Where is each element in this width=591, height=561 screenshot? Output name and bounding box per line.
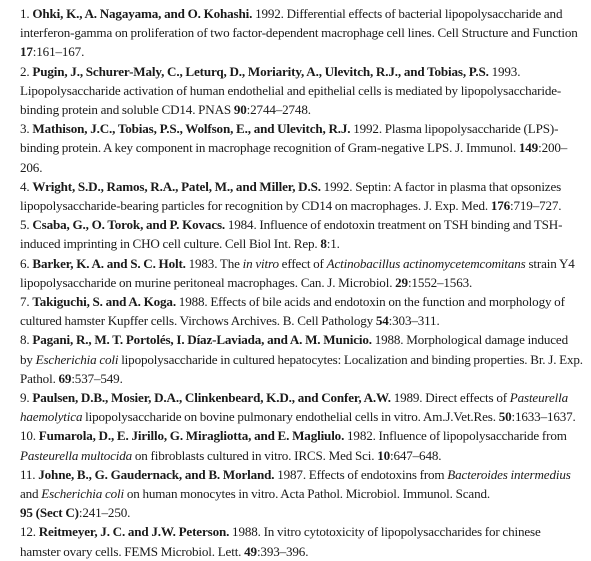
ref-pages: :2744–2748.: [246, 102, 311, 118]
reference-item: [20, 4, 583, 62]
ref-pages: :1.: [326, 236, 340, 252]
ref-text: 1987. Effects of endotoxins from: [274, 466, 448, 482]
ref-volume: 176: [490, 198, 511, 214]
ref-authors: Fumarola, D., E. Jirillo, G. Miragliotta, and E. Magliulo.: [38, 428, 345, 444]
ref-text: 1992. Differential effects of bacterial lipopolysaccharide and interferon-gamma on proliferation of two factor-dependent macrophage cell lines. Cell Structure and Function: [20, 6, 578, 41]
ref-text: 1992. Plasma lipopolysaccharide (LPS)-binding protein. A key component in macrophage recognition of Gram-negative LPS. J. Immunol.: [20, 121, 559, 156]
ref-volume: 95 (Sect C): [20, 505, 79, 521]
ref-volume: 17: [20, 44, 33, 60]
ref-text: lipopolysaccharide in cultured hepatocytes: Localization and binding properties. Br. J. Exp. Pathol.: [20, 351, 583, 386]
reference-item: [20, 62, 583, 120]
ref-text: 1988. Effects of bile acids and endotoxin on the function and morphology of cultured hamster Kupffer cells. Virchows Archives. B. Cell Pathology: [20, 294, 565, 329]
ref-text: lipopolysaccharide on bovine pulmonary endothelial cells in vitro. Am.J.Vet.Res.: [82, 409, 499, 425]
ref-authors: Pugin, J., Schurer-Maly, C., Leturq, D., Moriarity, A., Ulevitch, R.J., and Tobias, P.S.: [32, 63, 489, 79]
ref-text: 1984. Influence of endotoxin treatment on TSH binding and TSH-induced imprinting in CHO cell culture. Cell Biol Int. Rep.: [20, 217, 563, 252]
ref-pages: :303–311.: [388, 313, 440, 329]
ref-number: 5.: [20, 217, 30, 233]
ref-volume: 8: [320, 236, 327, 252]
ref-authors: Barker, K. A. and S. C. Holt.: [32, 255, 186, 271]
ref-volume: 69: [58, 370, 72, 386]
ref-text: effect of: [278, 255, 327, 271]
reference-item: [20, 292, 583, 330]
ref-authors: Paulsen, D.B., Mosier, D.A., Clinkenbeard, K.D., and Confer, A.W.: [32, 390, 391, 406]
ref-pages: :161–167.: [32, 44, 85, 60]
ref-number: 4.: [20, 178, 30, 194]
ref-number: 1.: [20, 6, 30, 21]
ref-number: 3.: [20, 121, 30, 137]
ref-text: and: [20, 486, 42, 502]
ref-authors: Ohki, K., A. Nagayama, and O. Kohashi.: [32, 6, 253, 21]
reference-item: [20, 522, 583, 560]
ref-species-name: Escherichia coli: [35, 351, 119, 367]
ref-volume: 149: [518, 140, 539, 156]
ref-species-name: Escherichia coli: [41, 486, 125, 502]
ref-pages: :241–250.: [78, 505, 131, 521]
ref-species-name: Pasteurella multocida: [20, 447, 133, 463]
ref-authors: Takiguchi, S. and A. Koga.: [32, 294, 176, 310]
ref-authors: Reitmeyer, J. C. and J.W. Peterson.: [38, 524, 230, 540]
ref-number: 8.: [20, 332, 30, 348]
ref-authors: Csaba, G., O. Torok, and P. Kovacs.: [32, 217, 226, 233]
ref-pages: :719–727.: [510, 198, 562, 214]
ref-volume: 54: [375, 313, 389, 329]
ref-number: 6.: [20, 255, 30, 271]
ref-text: 1983. The: [185, 255, 243, 271]
ref-volume: 50: [498, 409, 512, 425]
ref-text: 1988. In vitro cytotoxicity of lipopolysaccharides for chinese hamster ovary cells. FEMS Microbiol. Lett.: [20, 524, 541, 559]
ref-pages: :200–206.: [20, 140, 568, 175]
reference-item: [20, 330, 583, 388]
ref-pages: :1633–1637.: [511, 409, 576, 425]
ref-volume: 29: [395, 274, 408, 290]
ref-authors: Wright, S.D., Ramos, R.A., Patel, M., and Miller, D.S.: [32, 178, 321, 194]
ref-italic-term: in vitro: [242, 255, 279, 271]
reference-item: [20, 254, 583, 292]
ref-species-name: Pasteurella haemolytica: [20, 390, 568, 425]
ref-text: 1988. Morphological damage induced by: [20, 332, 568, 367]
reference-item: [20, 465, 583, 523]
ref-species-name: Bacteroides intermedius: [447, 466, 571, 482]
reference-list: [20, 4, 583, 561]
ref-text: on fibroblasts cultured in vitro. IRCS. Med Sci.: [132, 447, 378, 463]
ref-authors: Mathison, J.C., Tobias, P.S., Wolfson, E., and Ulevitch, R.J.: [32, 121, 351, 137]
ref-pages: :393–396.: [256, 543, 309, 559]
ref-volume: 10: [377, 447, 390, 463]
ref-text: 1989. Direct effects of: [390, 390, 510, 406]
ref-authors: Johne, B., G. Gaudernack, and B. Morland.: [38, 466, 275, 482]
ref-volume: 49: [244, 543, 257, 559]
ref-number: 12.: [20, 524, 36, 540]
ref-number: 2.: [20, 63, 30, 79]
reference-item: [20, 177, 583, 215]
ref-number: 9.: [20, 390, 30, 406]
ref-number: 7.: [20, 294, 30, 310]
ref-number: 10.: [20, 428, 36, 444]
ref-pages: :647–648.: [389, 447, 442, 463]
ref-text: 1982. Influence of lipopolysaccharide from: [344, 428, 567, 444]
reference-item: [20, 215, 583, 253]
ref-volume: 90: [233, 102, 247, 118]
ref-number: 11.: [20, 466, 36, 482]
reference-item: [20, 426, 583, 464]
reference-item: [20, 119, 583, 177]
ref-pages: :537–549.: [71, 370, 123, 386]
ref-text: strain Y4 lipopolysaccharide on murine peritoneal macrophages. Can. J. Microbiol.: [20, 255, 575, 290]
ref-text: 1992. Septin: A factor in plasma that opsonizes lipopolysaccharide-bearing particles for recognition by CD14 on macrophages. J. Exp. Med.: [20, 178, 562, 214]
ref-pages: :1552–1563.: [407, 274, 473, 290]
ref-text: 1993. Lipopolysaccharide activation of human endothelial and epithelial cells is mediated by lipopolysaccharide-binding protein and soluble CD14. PNAS: [20, 63, 562, 118]
ref-authors: Pagani, R., M. T. Portolés, I. Díaz-Laviada, and A. M. Municio.: [32, 332, 372, 348]
ref-species-name: Actinobacillus actinomycetemcomitans: [326, 255, 526, 271]
reference-item: [20, 388, 583, 426]
ref-text: on human monocytes in vitro. Acta Pathol. Microbiol. Immunol. Scand.: [124, 486, 490, 502]
